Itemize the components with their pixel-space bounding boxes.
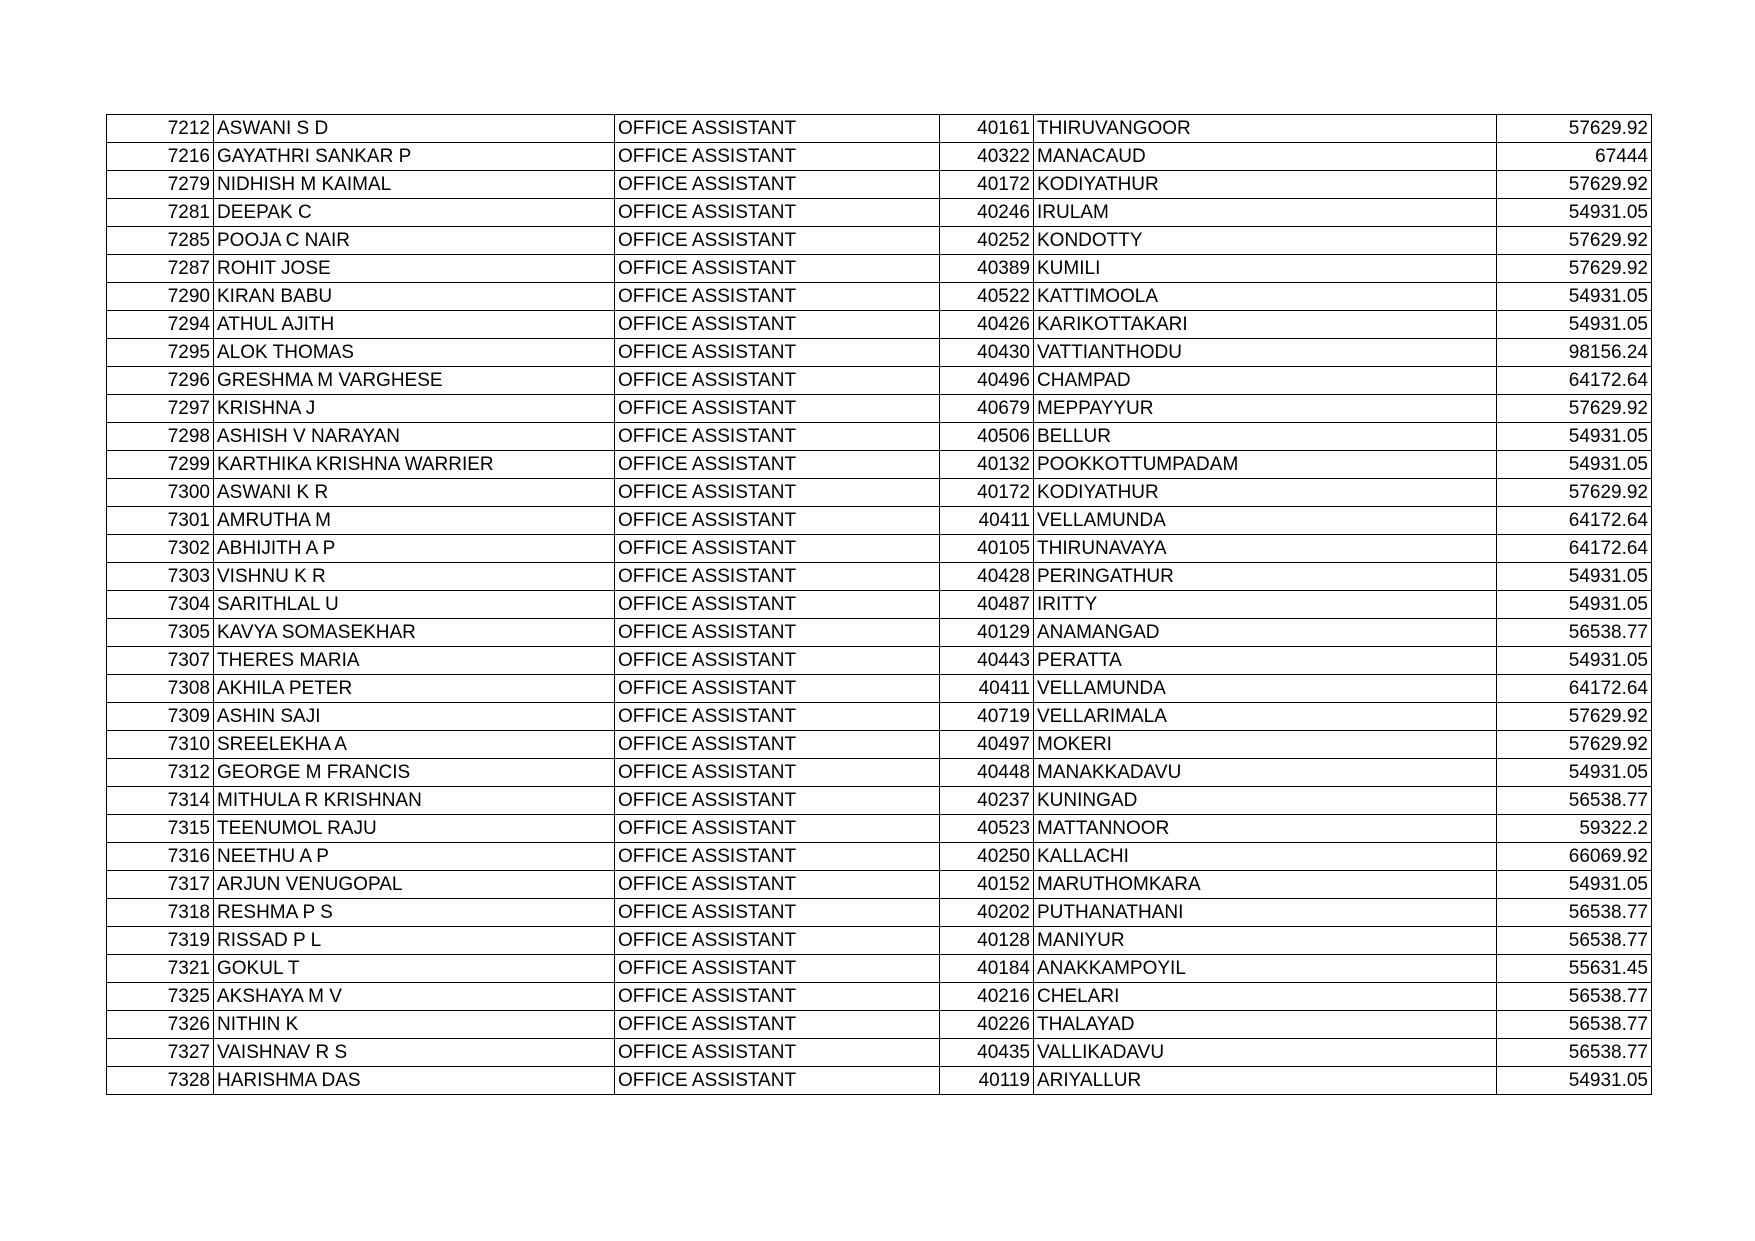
location-cell: MEPPAYYUR: [1034, 395, 1497, 423]
employee-id-cell: 7296: [107, 367, 214, 395]
employee-name-cell: KIRAN BABU: [214, 283, 615, 311]
designation-cell: OFFICE ASSISTANT: [615, 899, 940, 927]
employee-name-cell: NEETHU A P: [214, 843, 615, 871]
location-cell: KALLACHI: [1034, 843, 1497, 871]
employee-id-cell: 7327: [107, 1039, 214, 1067]
amount-cell: 56538.77: [1497, 1011, 1652, 1039]
designation-cell: OFFICE ASSISTANT: [615, 535, 940, 563]
location-cell: MARUTHOMKARA: [1034, 871, 1497, 899]
table-row: [107, 283, 1652, 311]
designation-cell: OFFICE ASSISTANT: [615, 479, 940, 507]
designation-cell: OFFICE ASSISTANT: [615, 787, 940, 815]
designation-cell: OFFICE ASSISTANT: [615, 255, 940, 283]
office-code-cell: 40523: [940, 815, 1034, 843]
designation-cell: OFFICE ASSISTANT: [615, 1039, 940, 1067]
amount-cell: 64172.64: [1497, 367, 1652, 395]
amount-cell: 64172.64: [1497, 507, 1652, 535]
employee-name-cell: ARJUN VENUGOPAL: [214, 871, 615, 899]
amount-cell: 57629.92: [1497, 115, 1652, 143]
designation-cell: OFFICE ASSISTANT: [615, 143, 940, 171]
employee-id-cell: 7310: [107, 731, 214, 759]
table-row: [107, 199, 1652, 227]
employee-id-cell: 7285: [107, 227, 214, 255]
location-cell: MANACAUD: [1034, 143, 1497, 171]
employee-id-cell: 7315: [107, 815, 214, 843]
designation-cell: OFFICE ASSISTANT: [615, 983, 940, 1011]
employee-id-cell: 7308: [107, 675, 214, 703]
employee-id-cell: 7307: [107, 647, 214, 675]
employee-id-cell: 7314: [107, 787, 214, 815]
table-row: [107, 787, 1652, 815]
designation-cell: OFFICE ASSISTANT: [615, 227, 940, 255]
amount-cell: 57629.92: [1497, 171, 1652, 199]
employee-name-cell: AKSHAYA M V: [214, 983, 615, 1011]
table-row: [107, 731, 1652, 759]
employee-name-cell: GRESHMA M VARGHESE: [214, 367, 615, 395]
amount-cell: 57629.92: [1497, 255, 1652, 283]
office-code-cell: 40496: [940, 367, 1034, 395]
amount-cell: 64172.64: [1497, 675, 1652, 703]
table-body: [107, 115, 1652, 1095]
amount-cell: 57629.92: [1497, 227, 1652, 255]
amount-cell: 56538.77: [1497, 1039, 1652, 1067]
amount-cell: 56538.77: [1497, 927, 1652, 955]
amount-cell: 56538.77: [1497, 787, 1652, 815]
employee-id-cell: 7300: [107, 479, 214, 507]
office-code-cell: 40426: [940, 311, 1034, 339]
amount-cell: 57629.92: [1497, 395, 1652, 423]
location-cell: MANIYUR: [1034, 927, 1497, 955]
employee-name-cell: RESHMA P S: [214, 899, 615, 927]
table-row: [107, 1039, 1652, 1067]
designation-cell: OFFICE ASSISTANT: [615, 843, 940, 871]
location-cell: BELLUR: [1034, 423, 1497, 451]
table-row: [107, 479, 1652, 507]
amount-cell: 64172.64: [1497, 535, 1652, 563]
location-cell: KODIYATHUR: [1034, 171, 1497, 199]
employee-name-cell: ROHIT JOSE: [214, 255, 615, 283]
location-cell: VATTIANTHODU: [1034, 339, 1497, 367]
amount-cell: 54931.05: [1497, 451, 1652, 479]
table-row: [107, 1067, 1652, 1095]
amount-cell: 54931.05: [1497, 647, 1652, 675]
location-cell: MOKERI: [1034, 731, 1497, 759]
amount-cell: 56538.77: [1497, 983, 1652, 1011]
employee-name-cell: GAYATHRI SANKAR P: [214, 143, 615, 171]
office-code-cell: 40216: [940, 983, 1034, 1011]
table-row: [107, 843, 1652, 871]
employee-id-cell: 7297: [107, 395, 214, 423]
amount-cell: 54931.05: [1497, 423, 1652, 451]
location-cell: IRULAM: [1034, 199, 1497, 227]
location-cell: CHAMPAD: [1034, 367, 1497, 395]
employee-name-cell: VISHNU K R: [214, 563, 615, 591]
office-code-cell: 40250: [940, 843, 1034, 871]
office-code-cell: 40237: [940, 787, 1034, 815]
employee-name-cell: KAVYA SOMASEKHAR: [214, 619, 615, 647]
location-cell: VELLARIMALA: [1034, 703, 1497, 731]
amount-cell: 67444: [1497, 143, 1652, 171]
table-row: [107, 759, 1652, 787]
employee-name-cell: RISSAD P L: [214, 927, 615, 955]
employee-id-cell: 7287: [107, 255, 214, 283]
employee-name-cell: ASWANI S D: [214, 115, 615, 143]
location-cell: MATTANNOOR: [1034, 815, 1497, 843]
location-cell: CHELARI: [1034, 983, 1497, 1011]
office-code-cell: 40679: [940, 395, 1034, 423]
office-code-cell: 40152: [940, 871, 1034, 899]
location-cell: POOKKOTTUMPADAM: [1034, 451, 1497, 479]
table-row: [107, 703, 1652, 731]
table-row: [107, 339, 1652, 367]
employee-id-cell: 7304: [107, 591, 214, 619]
amount-cell: 57629.92: [1497, 703, 1652, 731]
employee-name-cell: AMRUTHA M: [214, 507, 615, 535]
amount-cell: 54931.05: [1497, 311, 1652, 339]
designation-cell: OFFICE ASSISTANT: [615, 395, 940, 423]
table-row: [107, 227, 1652, 255]
designation-cell: OFFICE ASSISTANT: [615, 675, 940, 703]
table-row: [107, 899, 1652, 927]
table-row: [107, 871, 1652, 899]
table-row: [107, 1011, 1652, 1039]
table-row: [107, 535, 1652, 563]
designation-cell: OFFICE ASSISTANT: [615, 647, 940, 675]
office-code-cell: 40202: [940, 899, 1034, 927]
employee-name-cell: SREELEKHA A: [214, 731, 615, 759]
designation-cell: OFFICE ASSISTANT: [615, 703, 940, 731]
table-row: [107, 955, 1652, 983]
amount-cell: 57629.92: [1497, 479, 1652, 507]
designation-cell: OFFICE ASSISTANT: [615, 283, 940, 311]
table-row: [107, 311, 1652, 339]
employee-id-cell: 7216: [107, 143, 214, 171]
employee-name-cell: GOKUL T: [214, 955, 615, 983]
employee-name-cell: GEORGE M FRANCIS: [214, 759, 615, 787]
table-row: [107, 983, 1652, 1011]
office-code-cell: 40389: [940, 255, 1034, 283]
designation-cell: OFFICE ASSISTANT: [615, 731, 940, 759]
table-row: [107, 647, 1652, 675]
location-cell: ARIYALLUR: [1034, 1067, 1497, 1095]
office-code-cell: 40132: [940, 451, 1034, 479]
designation-cell: OFFICE ASSISTANT: [615, 591, 940, 619]
designation-cell: OFFICE ASSISTANT: [615, 815, 940, 843]
location-cell: KONDOTTY: [1034, 227, 1497, 255]
employee-id-cell: 7303: [107, 563, 214, 591]
office-code-cell: 40497: [940, 731, 1034, 759]
designation-cell: OFFICE ASSISTANT: [615, 367, 940, 395]
office-code-cell: 40448: [940, 759, 1034, 787]
designation-cell: OFFICE ASSISTANT: [615, 115, 940, 143]
employee-id-cell: 7316: [107, 843, 214, 871]
employee-id-cell: 7321: [107, 955, 214, 983]
employee-name-cell: AKHILA PETER: [214, 675, 615, 703]
employee-name-cell: TEENUMOL RAJU: [214, 815, 615, 843]
table-row: [107, 451, 1652, 479]
location-cell: VELLAMUNDA: [1034, 507, 1497, 535]
table-row: [107, 927, 1652, 955]
employee-id-cell: 7319: [107, 927, 214, 955]
employee-name-cell: THERES MARIA: [214, 647, 615, 675]
location-cell: MANAKKADAVU: [1034, 759, 1497, 787]
employee-id-cell: 7279: [107, 171, 214, 199]
employee-id-cell: 7281: [107, 199, 214, 227]
office-code-cell: 40129: [940, 619, 1034, 647]
employee-id-cell: 7298: [107, 423, 214, 451]
employee-name-cell: ALOK THOMAS: [214, 339, 615, 367]
amount-cell: 54931.05: [1497, 563, 1652, 591]
location-cell: PERINGATHUR: [1034, 563, 1497, 591]
employee-name-cell: ASHIN SAJI: [214, 703, 615, 731]
designation-cell: OFFICE ASSISTANT: [615, 563, 940, 591]
location-cell: KARIKOTTAKARI: [1034, 311, 1497, 339]
employee-name-cell: ASWANI K R: [214, 479, 615, 507]
location-cell: VELLAMUNDA: [1034, 675, 1497, 703]
location-cell: KUMILI: [1034, 255, 1497, 283]
employee-id-cell: 7325: [107, 983, 214, 1011]
office-code-cell: 40506: [940, 423, 1034, 451]
employee-name-cell: ASHISH V NARAYAN: [214, 423, 615, 451]
office-code-cell: 40428: [940, 563, 1034, 591]
office-code-cell: 40172: [940, 171, 1034, 199]
table-row: [107, 815, 1652, 843]
table-row: [107, 423, 1652, 451]
employee-id-cell: 7318: [107, 899, 214, 927]
designation-cell: OFFICE ASSISTANT: [615, 423, 940, 451]
office-code-cell: 40443: [940, 647, 1034, 675]
designation-cell: OFFICE ASSISTANT: [615, 1011, 940, 1039]
designation-cell: OFFICE ASSISTANT: [615, 871, 940, 899]
table-row: [107, 619, 1652, 647]
location-cell: THIRUNAVAYA: [1034, 535, 1497, 563]
amount-cell: 54931.05: [1497, 591, 1652, 619]
table-row: [107, 395, 1652, 423]
location-cell: IRITTY: [1034, 591, 1497, 619]
office-code-cell: 40172: [940, 479, 1034, 507]
employee-name-cell: DEEPAK C: [214, 199, 615, 227]
location-cell: THALAYAD: [1034, 1011, 1497, 1039]
employee-id-cell: 7301: [107, 507, 214, 535]
office-code-cell: 40430: [940, 339, 1034, 367]
office-code-cell: 40719: [940, 703, 1034, 731]
employee-name-cell: VAISHNAV R S: [214, 1039, 615, 1067]
office-code-cell: 40411: [940, 675, 1034, 703]
employee-name-cell: SARITHLAL U: [214, 591, 615, 619]
designation-cell: OFFICE ASSISTANT: [615, 171, 940, 199]
designation-cell: OFFICE ASSISTANT: [615, 451, 940, 479]
amount-cell: 54931.05: [1497, 871, 1652, 899]
employee-name-cell: POOJA C NAIR: [214, 227, 615, 255]
employee-id-cell: 7317: [107, 871, 214, 899]
designation-cell: OFFICE ASSISTANT: [615, 759, 940, 787]
employee-table: [106, 114, 1652, 1095]
amount-cell: 57629.92: [1497, 731, 1652, 759]
table-row: [107, 115, 1652, 143]
table-row: [107, 171, 1652, 199]
table-row: [107, 675, 1652, 703]
employee-id-cell: 7290: [107, 283, 214, 311]
location-cell: PERATTA: [1034, 647, 1497, 675]
location-cell: KODIYATHUR: [1034, 479, 1497, 507]
office-code-cell: 40184: [940, 955, 1034, 983]
table-row: [107, 255, 1652, 283]
employee-name-cell: KRISHNA J: [214, 395, 615, 423]
office-code-cell: 40119: [940, 1067, 1034, 1095]
table-row: [107, 507, 1652, 535]
location-cell: KATTIMOOLA: [1034, 283, 1497, 311]
location-cell: PUTHANATHANI: [1034, 899, 1497, 927]
office-code-cell: 40435: [940, 1039, 1034, 1067]
table-row: [107, 563, 1652, 591]
office-code-cell: 40522: [940, 283, 1034, 311]
table-row: [107, 143, 1652, 171]
office-code-cell: 40411: [940, 507, 1034, 535]
location-cell: THIRUVANGOOR: [1034, 115, 1497, 143]
office-code-cell: 40226: [940, 1011, 1034, 1039]
employee-name-cell: ABHIJITH A P: [214, 535, 615, 563]
office-code-cell: 40128: [940, 927, 1034, 955]
office-code-cell: 40322: [940, 143, 1034, 171]
employee-name-cell: MITHULA R KRISHNAN: [214, 787, 615, 815]
amount-cell: 56538.77: [1497, 619, 1652, 647]
amount-cell: 66069.92: [1497, 843, 1652, 871]
employee-name-cell: HARISHMA DAS: [214, 1067, 615, 1095]
amount-cell: 55631.45: [1497, 955, 1652, 983]
location-cell: KUNINGAD: [1034, 787, 1497, 815]
amount-cell: 56538.77: [1497, 899, 1652, 927]
employee-name-cell: NIDHISH M KAIMAL: [214, 171, 615, 199]
employee-id-cell: 7299: [107, 451, 214, 479]
designation-cell: OFFICE ASSISTANT: [615, 927, 940, 955]
employee-id-cell: 7328: [107, 1067, 214, 1095]
designation-cell: OFFICE ASSISTANT: [615, 1067, 940, 1095]
designation-cell: OFFICE ASSISTANT: [615, 339, 940, 367]
employee-id-cell: 7309: [107, 703, 214, 731]
office-code-cell: 40161: [940, 115, 1034, 143]
office-code-cell: 40487: [940, 591, 1034, 619]
location-cell: ANAKKAMPOYIL: [1034, 955, 1497, 983]
location-cell: VALLIKADAVU: [1034, 1039, 1497, 1067]
designation-cell: OFFICE ASSISTANT: [615, 311, 940, 339]
amount-cell: 54931.05: [1497, 199, 1652, 227]
table-row: [107, 591, 1652, 619]
designation-cell: OFFICE ASSISTANT: [615, 199, 940, 227]
amount-cell: 59322.2: [1497, 815, 1652, 843]
employee-id-cell: 7294: [107, 311, 214, 339]
employee-id-cell: 7312: [107, 759, 214, 787]
employee-id-cell: 7212: [107, 115, 214, 143]
designation-cell: OFFICE ASSISTANT: [615, 507, 940, 535]
employee-name-cell: KARTHIKA KRISHNA WARRIER: [214, 451, 615, 479]
amount-cell: 54931.05: [1497, 1067, 1652, 1095]
employee-name-cell: NITHIN K: [214, 1011, 615, 1039]
employee-name-cell: ATHUL AJITH: [214, 311, 615, 339]
employee-id-cell: 7295: [107, 339, 214, 367]
employee-id-cell: 7305: [107, 619, 214, 647]
designation-cell: OFFICE ASSISTANT: [615, 955, 940, 983]
employee-id-cell: 7302: [107, 535, 214, 563]
office-code-cell: 40105: [940, 535, 1034, 563]
designation-cell: OFFICE ASSISTANT: [615, 619, 940, 647]
table-row: [107, 367, 1652, 395]
employee-id-cell: 7326: [107, 1011, 214, 1039]
amount-cell: 54931.05: [1497, 283, 1652, 311]
amount-cell: 54931.05: [1497, 759, 1652, 787]
location-cell: ANAMANGAD: [1034, 619, 1497, 647]
office-code-cell: 40252: [940, 227, 1034, 255]
office-code-cell: 40246: [940, 199, 1034, 227]
amount-cell: 98156.24: [1497, 339, 1652, 367]
